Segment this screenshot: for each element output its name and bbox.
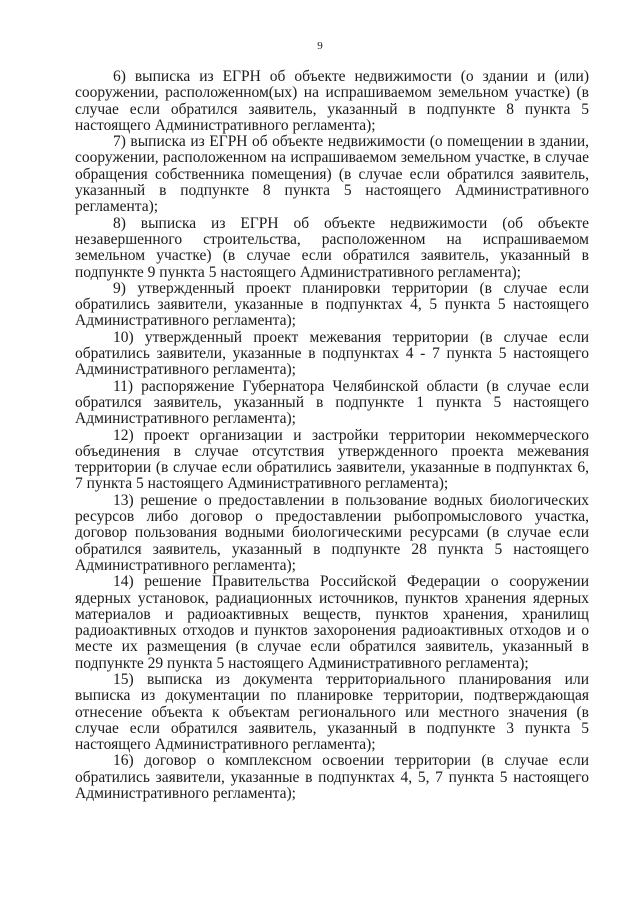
list-item: 10) утвержденный проект межевания территории (в случае если обратились заявители, указанные в подпунктах 4 - 7 пункта 5 настоящего Административного регламента); <box>75 328 589 379</box>
list-item: 11) распоряжение Губернатора Челябинской области (в случае если обратился заявитель, указанный в подпункте 1 пункта 5 настоящего Административного регламента); <box>75 377 589 428</box>
list-item: 9) утвержденный проект планировки территории (в случае если обратились заявители, указанные в подпунктах 4, 5 пункта 5 настоящего Административного регламента); <box>75 279 589 330</box>
list-item: 7) выписка из ЕГРН об объекте недвижимости (о помещении в здании, сооружении, расположенном на испрашиваемом земельном участке, в случае обращения собственника помещения) (в случае если обратился заявитель, указанный в подпункте 8 пункта 5 настоящего Административного регламента); <box>75 133 589 216</box>
list-item: 6) выписка из ЕГРН об объекте недвижимости (о здании и (или) сооружении, расположенном(ых) на испрашиваемом земельном участке) (в случае если обратился заявитель, указанный в подпункте 8 пункта 5 настоящего Административного регламента); <box>75 68 589 134</box>
document-body <box>75 69 589 802</box>
page-number: 9 <box>317 40 323 52</box>
list-item: 16) договор о комплексном освоении территории (в случае если обратились заявители, указанные в подпунктах 4, 5, 7 пункта 5 настоящего Административного регламента); <box>75 752 589 803</box>
list-item: 15) выписка из документа территориального планирования или выписка из документации по планировке территории, подтверждающая отнесение объекта к объектам регионального или местного значения (в случае если обратился заявитель, указанный в подпункте 3 пункта 5 настоящего Административного регламента); <box>75 670 589 754</box>
list-item: 8) выписка из ЕГРН об объекте недвижимости (об объекте незавершенного строительства, расположенном на испрашиваемом земельном участке) (в случае если обратился заявитель, указанный в подпункте 9 пункта 5 настоящего Административного регламента); <box>75 214 589 281</box>
list-item: 14) решение Правительства Российской Федерации о сооружении ядерных установок, радиационных источников, пунктов хранения ядерных материалов и радиоактивных веществ, пунктов хранения, хранилищ радиоактивных отходов и пунктов захоронения радиоактивных отходов и о месте их размещения (в случае если обратился заявитель, указанный в подпункте 29 пункта 5 настоящего Административного регламента); <box>75 573 589 672</box>
list-item: 12) проект организации и застройки территории некоммерческого объединения в случае отсутствия утвержденного проекта межевания территории (в случае если обратились заявители, указанные в подпунктах 6, 7 пункта 5 настоящего Административного регламента); <box>75 426 589 493</box>
list-item: 13) решение о предоставлении в пользование водных биологических ресурсов либо договор о предоставлении рыбопромыслового участка, договор пользования водными биологическими ресурсами (в случае если обратился заявитель, указанный в подпункте 28 пункта 5 настоящего Административного регламента); <box>75 491 589 574</box>
